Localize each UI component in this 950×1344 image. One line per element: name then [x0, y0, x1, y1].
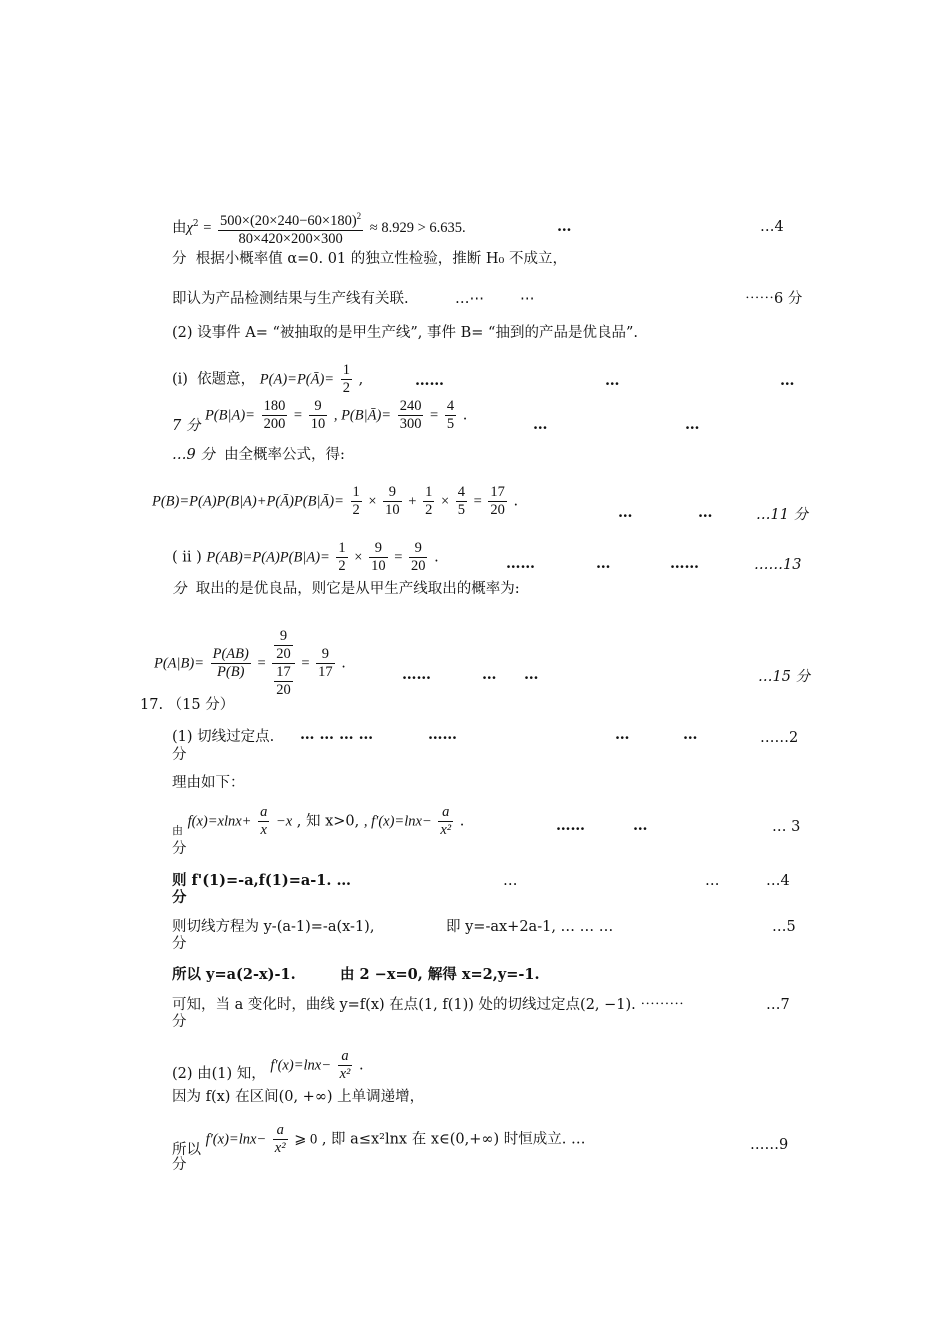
- numerator: 4: [446, 398, 455, 414]
- association-line: [172, 290, 409, 308]
- fraction: [341, 362, 352, 397]
- text: 取出的是优良品，则它是从甲生产线取出的概率为:: [195, 581, 520, 597]
- fraction: [456, 484, 467, 519]
- p7-line: [172, 996, 684, 1014]
- dots: …: [557, 218, 572, 235]
- denominator: 200: [263, 416, 286, 432]
- score-marker: ……2: [760, 730, 799, 746]
- dots: …: [685, 416, 700, 433]
- numerator: 9: [309, 398, 328, 416]
- dots: ……: [402, 666, 431, 683]
- chi-square-fraction: [218, 208, 363, 248]
- denominator: P(B): [217, 664, 245, 680]
- text: 因为 f(x) 在区间(0, +∞) 上单调递增，: [172, 1089, 425, 1105]
- dots: …: [698, 504, 713, 521]
- numerator: 17: [490, 484, 505, 500]
- dots: ……: [506, 555, 535, 572]
- comma: ,: [358, 371, 364, 388]
- p3-line: [172, 804, 464, 839]
- formula: −x: [275, 813, 293, 830]
- text: 依题意，: [197, 371, 256, 388]
- text: 即 y=-ax+2a-1, … … …: [446, 919, 614, 935]
- numerator: 1: [338, 540, 346, 556]
- denominator: 10: [371, 558, 386, 574]
- text: 可知，当 a 变化时，曲线 y=f(x) 在点(1, f(1)) 处的切线过定点(2, −1). ⋯⋯⋯: [172, 997, 684, 1013]
- score-marker: …9 分: [172, 447, 215, 463]
- text: 所以 y=a(2-x)-1.: [172, 966, 296, 983]
- total-prob-intro: [172, 446, 345, 464]
- fraction: [309, 398, 328, 433]
- fraction: [338, 1048, 353, 1083]
- p4-line: [172, 872, 351, 890]
- numerator: 9: [274, 628, 293, 646]
- text-prefix: 所以: [172, 1141, 201, 1158]
- text: 理由如下：: [172, 775, 245, 791]
- dots: …: [482, 666, 497, 683]
- chi-square-result: ≈ 8.929 > 6.635.: [369, 219, 466, 236]
- formula: P(A|B)=: [154, 655, 204, 672]
- text: (1) 切线过定点.: [172, 729, 275, 745]
- dots: …: [705, 873, 720, 889]
- text-prefix: 由: [172, 219, 187, 236]
- numerator: 1: [342, 362, 350, 378]
- formula: f′(x)=lnx−: [205, 1131, 267, 1148]
- prob-a-line: [172, 362, 363, 397]
- formula: , f′(x)=lnx−: [363, 813, 432, 830]
- numerator: P(AB): [212, 646, 249, 662]
- numerator: a: [438, 804, 453, 822]
- numerator: 9: [409, 540, 428, 558]
- p6-line: [172, 966, 296, 984]
- chi-symbol: χ: [186, 219, 193, 236]
- fraction: [336, 540, 347, 575]
- denominator: 2: [352, 502, 360, 518]
- independence-test-text: 根据小概率值 α=0. 01 的独立性检验，推断 H₀ 不成立，: [195, 251, 567, 267]
- period: .: [513, 493, 519, 510]
- denominator: 10: [385, 502, 400, 518]
- fraction: [258, 804, 269, 839]
- equals: =: [430, 407, 439, 424]
- formula: P(B|A)=: [204, 407, 255, 424]
- numerator: a: [260, 804, 268, 820]
- text: , 即 a≤x²lnx 在 x∈(0,+∞) 时恒成立. …: [321, 1131, 586, 1148]
- dots: ……: [415, 372, 444, 389]
- dots: …: [633, 817, 648, 834]
- chi-square-line: [172, 208, 466, 248]
- dots: ……: [556, 817, 585, 834]
- equals: =: [203, 219, 212, 236]
- score-unit: 分: [172, 581, 187, 597]
- association-text: 即认为产品检测结果与生产线有关联.: [172, 291, 409, 307]
- event-definition-text: (2) 设事件 A= “被抽取的是甲生产线”, 事件 B= “抽到的产品是优良品”.: [172, 325, 638, 341]
- score-unit: 分: [172, 251, 187, 267]
- denominator: 17: [318, 664, 333, 680]
- event-definition: [172, 324, 638, 342]
- denominator: 2: [342, 380, 350, 396]
- dots: … … … …: [300, 726, 374, 743]
- denominator: 2: [425, 502, 433, 518]
- score-marker: 7 分: [172, 417, 201, 434]
- denominator: 5: [457, 502, 465, 518]
- text: 由全概率公式，得:: [224, 447, 345, 463]
- score-marker: …7: [766, 997, 790, 1013]
- denominator: 20: [276, 646, 291, 662]
- sub-label: ( ⅱ ): [172, 549, 202, 566]
- p10-line: [172, 1122, 585, 1157]
- denominator: x²: [274, 1140, 286, 1156]
- formula: P(AB)=P(A)P(B|A)=: [206, 549, 330, 566]
- formula: f(x)=xlnx+: [187, 813, 252, 830]
- fraction: [488, 484, 507, 519]
- dots: …: [618, 504, 633, 521]
- p2-line: [172, 774, 245, 792]
- text: (2) 由(1) 知，: [172, 1065, 266, 1082]
- numerator: 1: [352, 484, 360, 500]
- dots: …: [615, 726, 630, 743]
- dots: ……: [670, 555, 699, 572]
- dots: …⋯: [455, 291, 484, 307]
- score-unit: 分: [172, 936, 187, 952]
- numerator: a: [273, 1122, 288, 1140]
- denominator: x²: [440, 822, 452, 838]
- p1-line: [172, 728, 274, 746]
- denominator: x²: [339, 1066, 351, 1082]
- text: 由 2 −x=0, 解得 x=2,y=-1.: [340, 966, 540, 983]
- sub-label: (i): [172, 371, 188, 388]
- fraction: [273, 1122, 288, 1157]
- p8-line: [172, 1048, 364, 1083]
- equals: =: [473, 493, 482, 510]
- score-unit: 分: [172, 747, 187, 763]
- score-marker: … 3: [772, 819, 801, 835]
- joint-prob-line: [172, 540, 439, 575]
- dots: …: [503, 873, 518, 889]
- dots: …: [533, 416, 548, 433]
- p9-line: [172, 1088, 424, 1106]
- dots: ⋯: [520, 291, 535, 307]
- text: , 知 x>0,: [296, 813, 360, 830]
- p5-line: [172, 918, 374, 936]
- fraction: [398, 398, 424, 433]
- numerator: 9: [316, 646, 335, 664]
- period: .: [462, 407, 468, 424]
- times: ×: [368, 493, 377, 510]
- dots: …: [524, 666, 539, 683]
- plus: +: [408, 493, 417, 510]
- score-marker: …4: [766, 873, 790, 889]
- text-prefix: 由: [172, 823, 183, 837]
- conditional-prob-line: [172, 398, 467, 433]
- denominator: 20: [276, 682, 291, 698]
- fraction: [438, 804, 453, 839]
- times: ×: [354, 549, 363, 566]
- numerator: 9: [369, 540, 388, 558]
- dots: …: [683, 726, 698, 743]
- text: 则切线方程为 y-(a-1)=-a(x-1),: [172, 919, 375, 935]
- fraction: [262, 398, 288, 433]
- numerator: 180: [263, 398, 286, 414]
- denominator: 10: [310, 416, 326, 432]
- formula: P(B)=P(A)P(B|A)+P(Ā)P(B|Ā)=: [152, 493, 344, 510]
- score-unit: 分: [172, 889, 187, 906]
- superscript: 2: [356, 211, 362, 221]
- score-marker: …4: [760, 219, 784, 235]
- conclusion-line: [172, 250, 567, 268]
- numerator: 1: [425, 484, 433, 500]
- fraction: [423, 484, 434, 519]
- score-unit: 分: [172, 1157, 187, 1173]
- equals: =: [301, 655, 310, 672]
- denominator: 80×420×200×300: [238, 230, 343, 247]
- formula: , P(B|Ā)=: [333, 407, 392, 424]
- denominator: 2: [338, 558, 346, 574]
- numerator: 240: [399, 398, 422, 414]
- denominator: 20: [490, 502, 505, 518]
- formula: P(A)=P(Ā)=: [259, 371, 335, 388]
- problem-17-heading: [140, 696, 234, 714]
- numerator: 9: [383, 484, 402, 502]
- period: .: [459, 813, 465, 830]
- numerator: 500×(20×240−60×180): [220, 212, 357, 229]
- denominator: 20: [410, 558, 426, 574]
- score-marker: ……13: [754, 557, 802, 573]
- inequality: ⩾ 0: [294, 1131, 318, 1148]
- score-marker: …15 分: [758, 669, 811, 685]
- fraction: [351, 484, 362, 519]
- score-marker: ……9: [750, 1137, 789, 1153]
- period: .: [434, 549, 439, 566]
- equals: =: [394, 549, 403, 566]
- score-unit: 分: [172, 841, 187, 857]
- numerator: 17: [276, 664, 291, 680]
- score-marker: …5: [772, 919, 796, 935]
- heading-text: 17. （15 分）: [140, 697, 235, 713]
- numerator: 4: [457, 484, 465, 500]
- total-prob-formula: [152, 484, 518, 519]
- score-marker: ⋯⋯6 分: [745, 291, 803, 307]
- dots: ……: [428, 726, 457, 743]
- fraction: [383, 484, 402, 519]
- fraction: [211, 646, 251, 681]
- superscript: 2: [192, 219, 199, 230]
- denominator: x: [260, 822, 267, 838]
- period: .: [359, 1057, 364, 1074]
- dots: …: [780, 372, 795, 389]
- score-marker: …11 分: [756, 507, 809, 523]
- denominator: 5: [446, 416, 455, 432]
- denominator: 300: [399, 416, 422, 432]
- dots: …: [605, 372, 620, 389]
- numerator: a: [338, 1048, 353, 1066]
- dots: …: [596, 555, 611, 572]
- score-unit: 分: [172, 1014, 187, 1030]
- period: .: [341, 655, 346, 672]
- compound-fraction: [272, 628, 295, 699]
- equals: =: [257, 655, 266, 672]
- fraction: [409, 540, 428, 575]
- fraction: [369, 540, 388, 575]
- fraction: [445, 398, 456, 433]
- text: 则 f'(1)=-a,f(1)=a-1. …: [172, 872, 351, 889]
- selection-line: [172, 580, 520, 598]
- times: ×: [440, 493, 450, 510]
- bayes-formula: [154, 628, 346, 699]
- fraction: [316, 646, 335, 681]
- formula: f′(x)=lnx−: [270, 1057, 331, 1074]
- equals: =: [293, 407, 303, 424]
